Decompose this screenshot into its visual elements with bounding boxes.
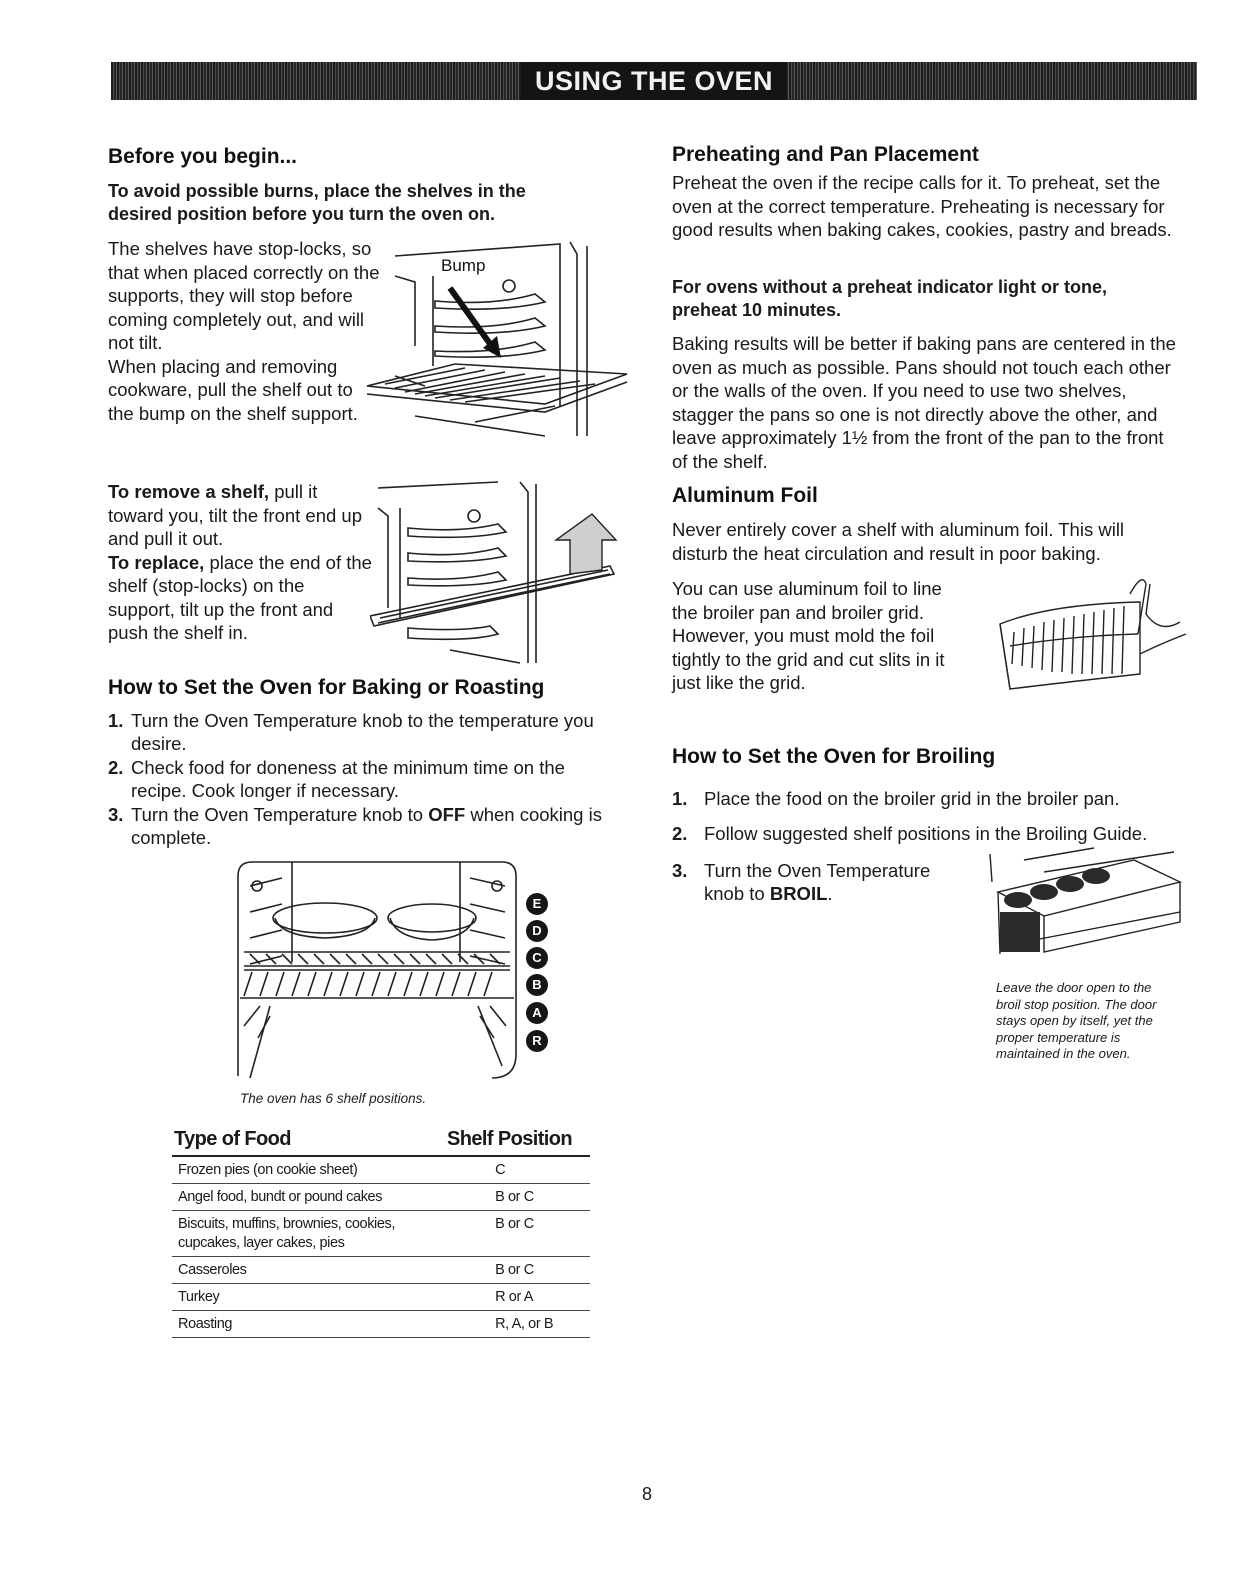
foil-text: Never entirely cover a shelf with aluminum foil. This will disturb the heat circulation and result in poor baking.: [672, 519, 1125, 564]
shelf-position-badge: C: [526, 947, 548, 969]
pan-placement-text: Baking results will be better if baking pans are centered in the oven as much as possible. Pans should not touch each other or the walls of the oven. If you need to use two shelves, stagger the pans so one is not directly above the other, and leave approximately 1½ from the front of the pan to the front of the shelf.: [672, 333, 1176, 472]
shelf-position-badge: D: [526, 920, 548, 942]
column-header-position: Shelf Position: [433, 1126, 590, 1156]
table-row: Frozen pies (on cookie sheet) C: [172, 1156, 590, 1184]
preheat-bold: For ovens without a preheat indicator light or tone, preheat 10 minutes.: [672, 277, 1108, 320]
broil-caption: Leave the door open to the broil stop position. The door stays open by itself, yet the proper temperature is maintained in the oven.: [996, 980, 1157, 1061]
baking-step-2: 2. Check food for doneness at the minimum time on the recipe. Cook longer if necessary.: [108, 757, 565, 801]
table-row: Angel food, bundt or pound cakes B or C: [172, 1184, 590, 1211]
shelf-position-table: [172, 1126, 590, 1338]
table-header-row: [172, 1126, 590, 1156]
placing-text: When placing and removing cookware, pull the shelf out to the bump on the shelf support.: [108, 355, 358, 424]
stoplocks-text: The shelves have stop-locks, so that when placed correctly on the supports, they will stop before coming completely out, and will not tilt.: [108, 238, 380, 353]
shelf-bump-illustration: [355, 236, 635, 446]
header-banner: [111, 62, 1197, 100]
baking-heading: How to Set the Oven for Baking or Roasting: [108, 676, 545, 699]
before-heading: Before you begin...: [108, 145, 298, 168]
baking-steps: [108, 709, 608, 850]
page-number: 8: [642, 1484, 653, 1504]
shelf-position-badge: B: [526, 974, 548, 996]
remove-shelf-illustration: [370, 478, 620, 668]
shelf-position-badge: A: [526, 1002, 548, 1024]
shelf-positions-caption: The oven has 6 shelf positions.: [240, 1091, 427, 1106]
table-row: Turkey R or A: [172, 1284, 590, 1311]
broil-step-3: 3. Turn the Oven Temperature knob to BROIL.: [672, 860, 931, 904]
table-row: Biscuits, muffins, brownies, cookies, cupcakes, layer cakes, pies B or C: [172, 1211, 590, 1257]
foil-heading: Aluminum Foil: [672, 484, 818, 507]
shelf-position-badge: E: [526, 893, 548, 915]
shelf-position-badge: R: [526, 1030, 548, 1052]
burn-warning: To avoid possible burns, place the shelves in the desired position before you turn the oven on.: [108, 181, 526, 224]
table-row: Roasting R, A, or B: [172, 1311, 590, 1338]
broil-heading: How to Set the Oven for Broiling: [672, 745, 996, 768]
foil-grid-illustration: [990, 574, 1190, 706]
broil-step-2: 2. Follow suggested shelf positions in the Broiling Guide.: [672, 823, 1148, 844]
remove-bold: To remove a shelf,: [108, 481, 270, 502]
stoplocks-paragraph: [108, 237, 380, 425]
replace-text: place the end of the shelf (stop-locks) on the support, tilt up the front and push the shelf in.: [108, 551, 372, 643]
page-title: USING THE OVEN: [521, 62, 787, 100]
remove-replace-paragraph: [108, 480, 372, 645]
foil-lining-text: You can use aluminum foil to line the broiler pan and broiler grid. However, you must mold the foil tightly to the grid and cut slits in it just like the grid.: [672, 578, 945, 693]
preheat-text: Preheat the oven if the recipe calls for it. To preheat, set the oven at the correct temperature. Preheating is necessary for good results when baking cakes, cookies, pastry and breads.: [672, 172, 1172, 240]
broil-door-illustration: [984, 842, 1184, 970]
replace-bold: To replace,: [108, 551, 205, 573]
column-header-food: Type of Food: [172, 1126, 433, 1156]
remove-text: pull it toward you, tilt the front end up and pull it out.: [108, 481, 363, 549]
oven-shelf-positions-illustration: [230, 856, 530, 1088]
table-row: Casseroles B or C: [172, 1257, 590, 1284]
baking-step-3: 3. Turn the Oven Temperature knob to OFF when cooking is complete.: [108, 804, 602, 848]
bump-label: Bump: [441, 256, 486, 275]
broil-step-1: 1. Place the food on the broiler grid in the broiler pan.: [672, 788, 1120, 809]
baking-step-1: 1. Turn the Oven Temperature knob to the temperature you desire.: [108, 710, 594, 754]
preheat-heading: Preheating and Pan Placement: [672, 143, 979, 166]
